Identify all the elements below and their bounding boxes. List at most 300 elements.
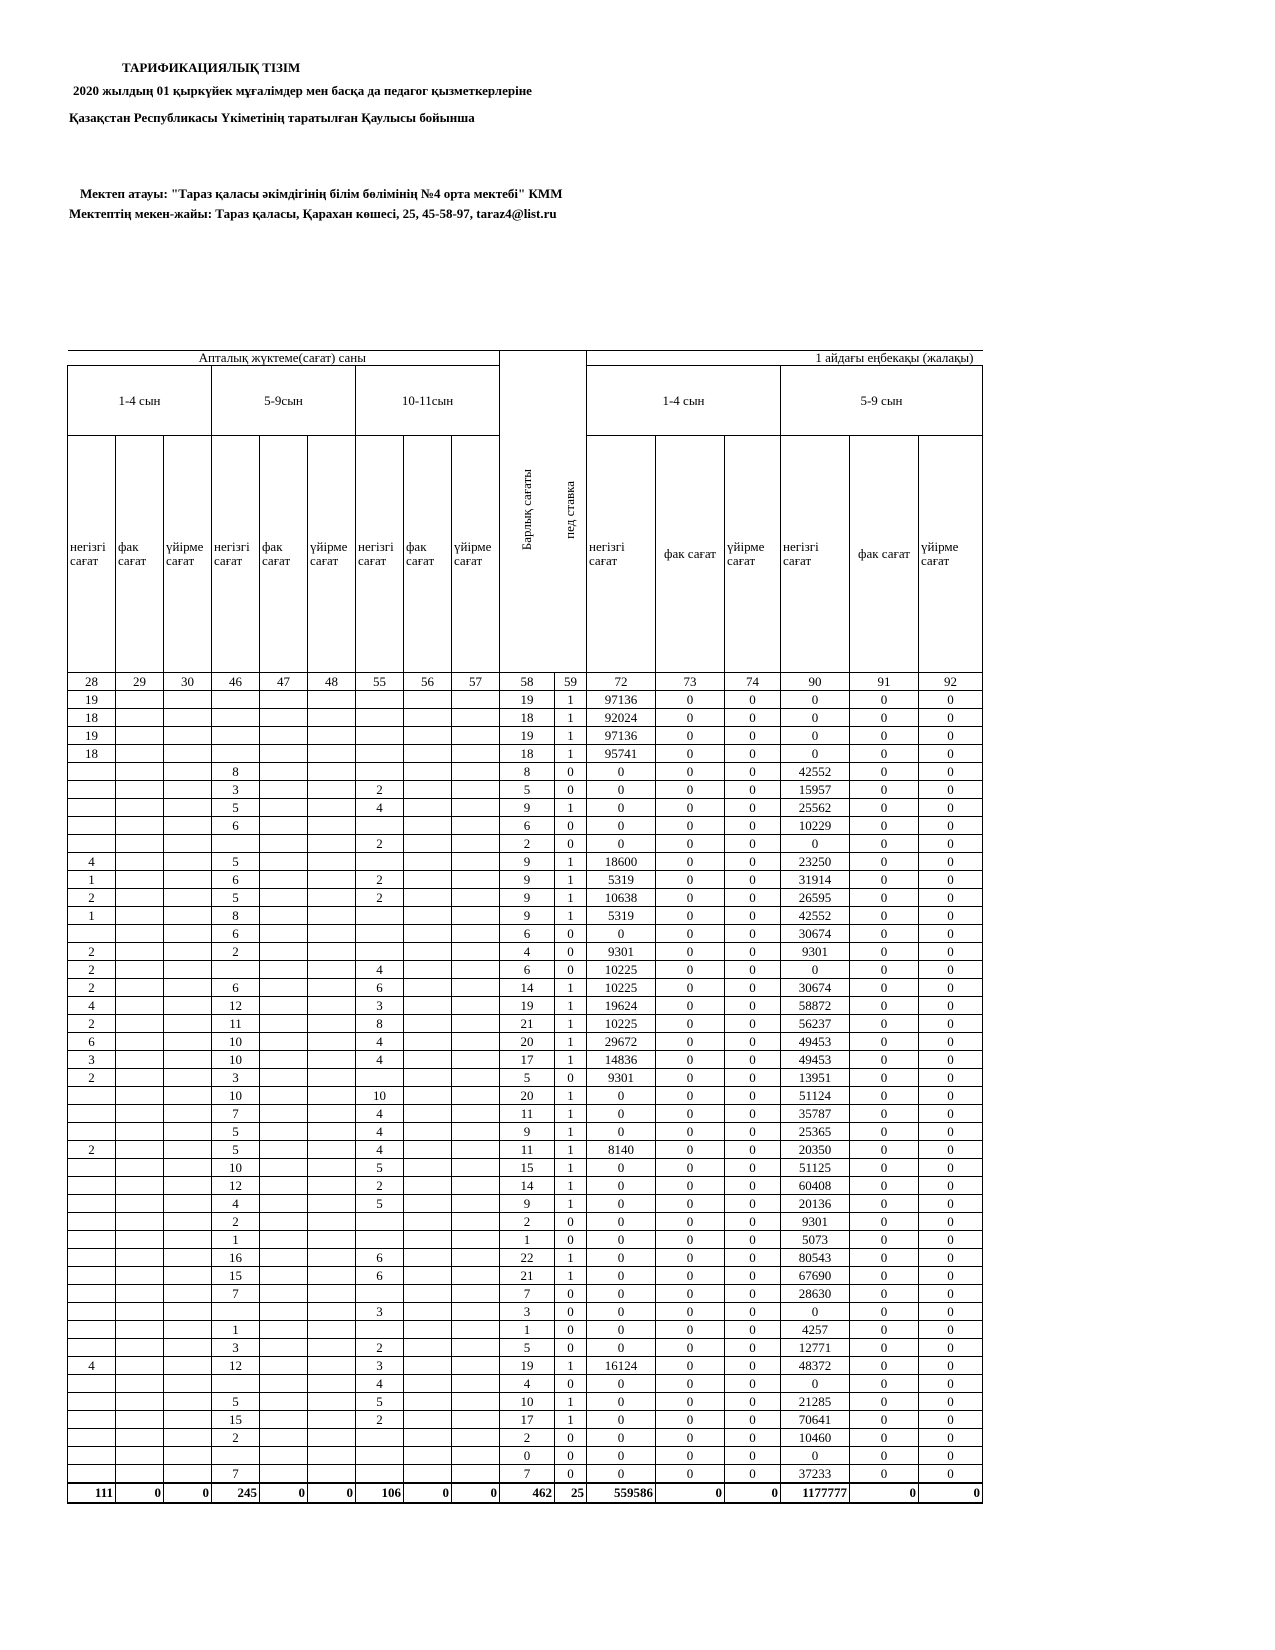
table-cell: 1 — [500, 1321, 555, 1339]
table-cell — [116, 1033, 164, 1051]
table-cell: 0 — [587, 1267, 656, 1285]
table-cell — [404, 1087, 452, 1105]
table-cell: 0 — [555, 1375, 587, 1393]
table-cell: 8 — [212, 907, 260, 925]
table-cell: 0 — [725, 1465, 781, 1484]
group-header: 1-4 сын — [68, 366, 212, 436]
table-cell — [260, 1069, 308, 1087]
sub-header: негізгі сағат — [356, 436, 404, 673]
table-cell: 80543 — [781, 1249, 850, 1267]
table-cell: 9301 — [781, 943, 850, 961]
table-cell — [260, 1105, 308, 1123]
table-cell — [404, 1033, 452, 1051]
table-body — [68, 691, 983, 1484]
table-cell — [356, 817, 404, 835]
table-cell — [452, 889, 500, 907]
table-cell: 0 — [656, 1105, 725, 1123]
table-cell: 0 — [725, 979, 781, 997]
table-cell: 0 — [656, 889, 725, 907]
table-cell: 12 — [212, 1177, 260, 1195]
table-cell — [260, 1249, 308, 1267]
table-cell — [452, 1051, 500, 1069]
group-header: 1-4 сын — [587, 366, 781, 436]
table-cell: 0 — [781, 835, 850, 853]
table-row — [68, 1231, 983, 1249]
table-cell — [452, 1429, 500, 1447]
table-cell: 0 — [656, 1285, 725, 1303]
table-cell — [68, 1321, 116, 1339]
table-cell — [116, 997, 164, 1015]
table-row — [68, 997, 983, 1015]
table-cell: 1 — [555, 1177, 587, 1195]
table-cell — [68, 763, 116, 781]
table-cell: 0 — [850, 1213, 919, 1231]
table-cell — [260, 1213, 308, 1231]
table-cell — [164, 727, 212, 745]
table-cell — [308, 1195, 356, 1213]
table-cell: 0 — [850, 1015, 919, 1033]
table-cell: 0 — [656, 835, 725, 853]
table-cell — [164, 1051, 212, 1069]
table-cell: 0 — [725, 1447, 781, 1465]
table-cell — [308, 1357, 356, 1375]
table-cell — [260, 1303, 308, 1321]
table-cell — [308, 1033, 356, 1051]
table-cell: 0 — [850, 1195, 919, 1213]
table-cell: 1 — [68, 907, 116, 925]
table-cell: 0 — [587, 1213, 656, 1231]
table-cell: 9 — [500, 889, 555, 907]
table-cell: 1 — [555, 1267, 587, 1285]
table-cell: 51125 — [781, 1159, 850, 1177]
table-cell: 0 — [919, 1249, 983, 1267]
table-cell: 0 — [919, 1231, 983, 1249]
table-cell: 0 — [919, 961, 983, 979]
table-cell: 8140 — [587, 1141, 656, 1159]
table-cell — [452, 1249, 500, 1267]
table-cell — [116, 1393, 164, 1411]
table-cell: 92 — [919, 673, 983, 691]
table-cell: 2 — [212, 1429, 260, 1447]
table-row — [68, 1033, 983, 1051]
table-cell: 0 — [850, 1033, 919, 1051]
table-cell — [308, 1393, 356, 1411]
table-cell — [212, 835, 260, 853]
table-row — [68, 1177, 983, 1195]
table-cell: 3 — [212, 1339, 260, 1357]
table-cell — [308, 709, 356, 727]
table-cell: 0 — [587, 1249, 656, 1267]
table-cell — [356, 1231, 404, 1249]
table-cell — [308, 763, 356, 781]
table-cell: 19 — [500, 1357, 555, 1375]
table-cell — [404, 799, 452, 817]
table-cell: 0 — [850, 871, 919, 889]
table-cell — [164, 1321, 212, 1339]
table-cell: 0 — [850, 1465, 919, 1484]
table-cell: 0 — [656, 943, 725, 961]
table-row — [68, 835, 983, 853]
table-cell — [68, 835, 116, 853]
table-cell: 5 — [356, 1393, 404, 1411]
table-cell: 73 — [656, 673, 725, 691]
table-cell — [116, 979, 164, 997]
table-cell — [308, 1465, 356, 1484]
table-cell: 0 — [850, 799, 919, 817]
table-cell: 0 — [587, 925, 656, 943]
table-cell: 0 — [656, 799, 725, 817]
table-cell — [260, 691, 308, 709]
table-row — [68, 979, 983, 997]
table-cell: 0 — [850, 997, 919, 1015]
table-cell — [116, 1267, 164, 1285]
table-row — [68, 709, 983, 727]
table-row — [68, 1411, 983, 1429]
table-cell — [164, 1123, 212, 1141]
table-cell: 10460 — [781, 1429, 850, 1447]
table-cell — [404, 1123, 452, 1141]
table-cell — [260, 925, 308, 943]
table-cell: 21 — [500, 1267, 555, 1285]
table-cell — [356, 907, 404, 925]
table-cell — [116, 1051, 164, 1069]
table-cell: 0 — [656, 727, 725, 745]
table-cell: 0 — [656, 1159, 725, 1177]
monthly-salary-caption: 1 айдағы еңбекақы (жалақы) — [587, 351, 983, 366]
table-cell — [404, 1213, 452, 1231]
table-cell: 10638 — [587, 889, 656, 907]
table-cell — [68, 781, 116, 799]
table-cell: 1 — [212, 1321, 260, 1339]
table-cell — [404, 763, 452, 781]
table-cell: 0 — [587, 1123, 656, 1141]
table-cell: 8 — [356, 1015, 404, 1033]
table-cell — [308, 1447, 356, 1465]
table-cell: 0 — [850, 1141, 919, 1159]
table-cell — [68, 1123, 116, 1141]
group-header: 5-9 сын — [781, 366, 983, 436]
table-cell — [404, 691, 452, 709]
table-cell — [260, 1393, 308, 1411]
table-cell — [164, 907, 212, 925]
table-cell: 0 — [919, 979, 983, 997]
table-cell — [164, 1267, 212, 1285]
table-cell — [452, 1285, 500, 1303]
table-cell: 42552 — [781, 907, 850, 925]
table-cell: 0 — [781, 727, 850, 745]
table-cell: 0 — [919, 1393, 983, 1411]
table-row — [68, 1303, 983, 1321]
table-cell — [308, 853, 356, 871]
table-cell: 0 — [725, 1339, 781, 1357]
table-row — [68, 745, 983, 763]
table-cell — [404, 889, 452, 907]
table-cell: 0 — [725, 1195, 781, 1213]
table-cell: 0 — [555, 1231, 587, 1249]
table-cell — [164, 1339, 212, 1357]
table-cell: 0 — [781, 1447, 850, 1465]
table-cell — [260, 1195, 308, 1213]
totals-row — [68, 1483, 983, 1503]
table-cell — [356, 727, 404, 745]
table-cell: 92024 — [587, 709, 656, 727]
table-cell: 0 — [656, 1015, 725, 1033]
table-cell: 0 — [656, 745, 725, 763]
sub-header: үйірме сағат — [919, 436, 983, 673]
table-cell: 0 — [725, 943, 781, 961]
table-cell — [356, 925, 404, 943]
table-cell: 3 — [356, 1357, 404, 1375]
table-cell: 0 — [919, 745, 983, 763]
table-cell — [452, 1033, 500, 1051]
table-cell: 7 — [500, 1285, 555, 1303]
table-cell: 10225 — [587, 1015, 656, 1033]
table-cell: 2 — [356, 889, 404, 907]
table-cell — [452, 1213, 500, 1231]
table-cell: 18600 — [587, 853, 656, 871]
table-cell: 22 — [500, 1249, 555, 1267]
table-cell: 0 — [850, 1069, 919, 1087]
table-row — [68, 889, 983, 907]
table-cell — [452, 691, 500, 709]
table-cell: 7 — [212, 1105, 260, 1123]
table-cell: 245 — [212, 1483, 260, 1503]
table-cell — [452, 997, 500, 1015]
table-cell: 0 — [919, 1105, 983, 1123]
table-cell — [68, 1177, 116, 1195]
table-cell: 18 — [68, 709, 116, 727]
table-cell — [308, 1069, 356, 1087]
table-cell — [164, 1285, 212, 1303]
table-cell: 0 — [116, 1483, 164, 1503]
table-cell: 18 — [500, 745, 555, 763]
table-cell: 12771 — [781, 1339, 850, 1357]
table-row — [68, 1249, 983, 1267]
table-cell: 19 — [68, 727, 116, 745]
table-cell — [164, 889, 212, 907]
table-cell — [452, 1393, 500, 1411]
table-cell — [308, 1321, 356, 1339]
table-cell — [356, 853, 404, 871]
table-cell: 4 — [356, 1375, 404, 1393]
table-cell — [404, 1195, 452, 1213]
table-cell — [404, 979, 452, 997]
table-cell: 6 — [500, 925, 555, 943]
table-cell: 49453 — [781, 1033, 850, 1051]
table-cell — [164, 1357, 212, 1375]
table-cell: 0 — [555, 1213, 587, 1231]
table-cell: 0 — [850, 1087, 919, 1105]
table-cell: 0 — [850, 1411, 919, 1429]
table-cell — [164, 781, 212, 799]
table-cell: 0 — [725, 871, 781, 889]
table-cell: 0 — [725, 1231, 781, 1249]
table-cell: 0 — [656, 1177, 725, 1195]
table-cell: 0 — [656, 925, 725, 943]
table-cell — [116, 1159, 164, 1177]
table-cell: 11 — [500, 1141, 555, 1159]
table-cell: 3 — [356, 997, 404, 1015]
table-cell — [68, 1429, 116, 1447]
table-cell: 0 — [850, 781, 919, 799]
table-cell — [164, 835, 212, 853]
table-cell: 0 — [725, 709, 781, 727]
table-cell: 2 — [212, 1213, 260, 1231]
table-cell: 19 — [68, 691, 116, 709]
table-cell: 0 — [850, 907, 919, 925]
table-row — [68, 691, 983, 709]
table-cell — [116, 853, 164, 871]
table-cell — [260, 1033, 308, 1051]
table-cell: 10 — [356, 1087, 404, 1105]
table-row — [68, 817, 983, 835]
table-cell: 0 — [850, 835, 919, 853]
table-cell — [116, 1105, 164, 1123]
table-cell: 1 — [555, 1249, 587, 1267]
table-cell: 1 — [555, 1087, 587, 1105]
table-cell: 4 — [500, 943, 555, 961]
table-cell: 14 — [500, 1177, 555, 1195]
table-cell — [404, 1141, 452, 1159]
table-cell: 0 — [555, 1429, 587, 1447]
table-cell — [116, 1411, 164, 1429]
sub-header: негізгі сағат — [212, 436, 260, 673]
table-cell — [404, 709, 452, 727]
table-cell — [452, 1015, 500, 1033]
table-cell — [260, 745, 308, 763]
table-cell — [260, 1087, 308, 1105]
table-cell — [356, 1429, 404, 1447]
sub-header: фак сағат — [116, 436, 164, 673]
table-cell: 0 — [656, 709, 725, 727]
table-cell — [308, 1015, 356, 1033]
table-cell: 21 — [500, 1015, 555, 1033]
table-cell — [260, 871, 308, 889]
table-cell — [260, 781, 308, 799]
table-cell — [164, 1015, 212, 1033]
table-cell — [308, 1375, 356, 1393]
table-cell — [260, 835, 308, 853]
table-cell — [356, 763, 404, 781]
table-cell: 20 — [500, 1033, 555, 1051]
table-cell: 3 — [500, 1303, 555, 1321]
table-cell: 0 — [725, 907, 781, 925]
table-cell — [116, 1303, 164, 1321]
table-cell: 0 — [725, 1429, 781, 1447]
table-cell — [164, 853, 212, 871]
table-cell — [212, 1375, 260, 1393]
table-cell — [212, 961, 260, 979]
table-cell: 1 — [555, 709, 587, 727]
table-cell: 0 — [587, 1465, 656, 1484]
table-cell: 0 — [555, 1285, 587, 1303]
table-cell — [212, 691, 260, 709]
table-cell — [308, 1087, 356, 1105]
table-cell — [116, 817, 164, 835]
table-row — [68, 1321, 983, 1339]
table-cell: 0 — [725, 1213, 781, 1231]
table-cell: 5073 — [781, 1231, 850, 1249]
table-cell: 10229 — [781, 817, 850, 835]
sub-header: үйірме сағат — [164, 436, 212, 673]
table-cell: 0 — [555, 1465, 587, 1484]
table-cell: 0 — [725, 1015, 781, 1033]
table-cell — [116, 1375, 164, 1393]
table-cell — [164, 961, 212, 979]
table-cell: 19 — [500, 691, 555, 709]
table-cell: 0 — [919, 1087, 983, 1105]
table-cell — [116, 835, 164, 853]
table-cell: 4 — [68, 853, 116, 871]
table-cell: 2 — [68, 979, 116, 997]
table-cell: 1 — [555, 1105, 587, 1123]
table-cell: 20136 — [781, 1195, 850, 1213]
table-cell: 6 — [500, 961, 555, 979]
table-cell — [260, 799, 308, 817]
table-cell: 30674 — [781, 925, 850, 943]
table-cell — [164, 691, 212, 709]
table-cell — [404, 1051, 452, 1069]
table-cell: 0 — [850, 817, 919, 835]
table-cell: 0 — [500, 1447, 555, 1465]
table-cell — [116, 727, 164, 745]
table-cell: 0 — [919, 853, 983, 871]
table-cell — [260, 1321, 308, 1339]
table-cell: 28 — [68, 673, 116, 691]
sub-header: негізгі сағат — [781, 436, 850, 673]
weekly-load-caption: Апталық жүктеме(сағат) саны — [68, 351, 500, 366]
table-cell — [308, 1231, 356, 1249]
table-cell — [308, 1051, 356, 1069]
table-cell — [404, 1447, 452, 1465]
table-cell: 0 — [587, 1321, 656, 1339]
table-cell — [116, 961, 164, 979]
table-cell — [164, 1105, 212, 1123]
table-cell: 0 — [850, 709, 919, 727]
table-cell — [164, 745, 212, 763]
table-cell: 0 — [587, 1339, 656, 1357]
table-cell: 0 — [725, 1303, 781, 1321]
table-cell: 0 — [404, 1483, 452, 1503]
table-cell: 4 — [356, 799, 404, 817]
table-cell: 1 — [555, 1123, 587, 1141]
table-cell — [404, 1177, 452, 1195]
table-cell — [404, 907, 452, 925]
table-cell: 19 — [500, 997, 555, 1015]
table-cell: 0 — [850, 1429, 919, 1447]
table-cell: 6 — [212, 979, 260, 997]
table-cell — [260, 763, 308, 781]
table-cell: 5 — [212, 799, 260, 817]
table-cell: 5 — [500, 1069, 555, 1087]
table-cell — [116, 799, 164, 817]
table-row — [68, 853, 983, 871]
table-cell: 2 — [500, 835, 555, 853]
table-cell — [404, 1249, 452, 1267]
table-cell — [68, 1231, 116, 1249]
table-cell: 25562 — [781, 799, 850, 817]
table-cell: 23250 — [781, 853, 850, 871]
table-cell: 0 — [555, 925, 587, 943]
table-cell — [260, 853, 308, 871]
table-cell: 0 — [587, 763, 656, 781]
table-cell: 0 — [656, 979, 725, 997]
table-cell — [260, 1285, 308, 1303]
table-cell — [452, 745, 500, 763]
table-cell: 0 — [850, 1303, 919, 1321]
table-cell: 0 — [452, 1483, 500, 1503]
table-cell: 0 — [919, 1339, 983, 1357]
